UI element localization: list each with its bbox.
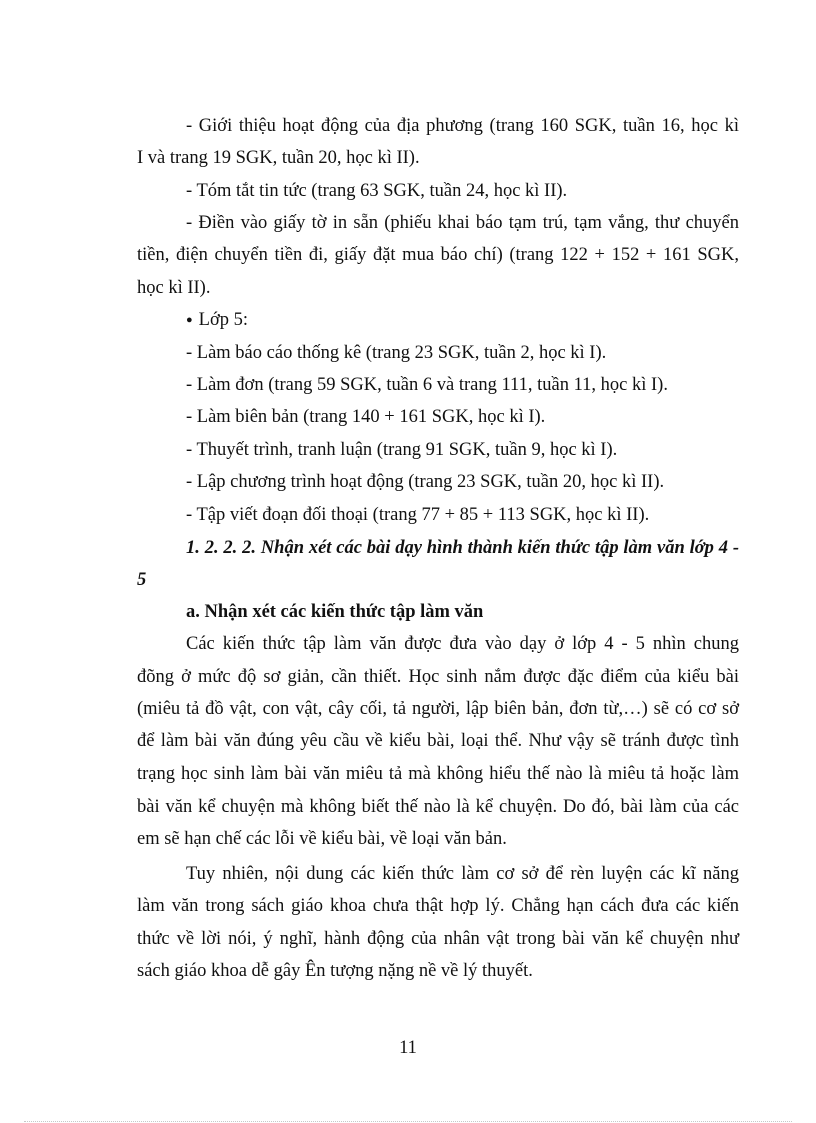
list-item: - Thuyết trình, tranh luận (trang 91 SGK, tuần 9, học kì I). — [186, 440, 618, 460]
paragraph-line: để làm bài văn đúng yêu cầu về kiểu bài, loại thể. Như vậy sẽ tránh được tình — [137, 731, 739, 751]
list-item-continuation: tiền, điện chuyển tiền đi, giấy đặt mua báo chí) (trang 122 + 152 + 161 SGK, — [137, 245, 739, 265]
list-item: - Làm biên bản (trang 140 + 161 SGK, học kì I). — [186, 407, 546, 427]
grade-heading — [186, 308, 248, 332]
list-item-continuation: I và trang 19 SGK, tuần 20, học kì II). — [137, 148, 420, 168]
paragraph-line: bài văn kể chuyện mà không biết thế nào là kể chuyện. Do đó, bài làm của các — [137, 797, 739, 817]
list-item: - Tóm tắt tin tức (trang 63 SGK, tuần 24, học kì II). — [186, 181, 568, 201]
grade-heading-text: Lớp 5: — [198, 310, 249, 330]
paragraph-line: em sẽ hạn chế các lỗi về kiểu bài, về loại văn bản. — [137, 829, 507, 849]
paragraph-line: sách giáo khoa dễ gây Ên tượng nặng nề về lý thuyết. — [137, 961, 533, 981]
list-item: - Tập viết đoạn đối thoại (trang 77 + 85 + 113 SGK, học kì II). — [186, 505, 650, 525]
paragraph-line: đõng ở mức độ sơ giản, cần thiết. Học sinh nắm được đặc điểm của kiểu bài — [137, 667, 739, 687]
page-bottom-divider — [24, 1121, 792, 1122]
list-item-continuation: học kì II). — [137, 278, 211, 298]
paragraph-line: làm văn trong sách giáo khoa chưa thật hợp lý. Chẳng hạn cách đưa các kiến — [137, 896, 739, 916]
list-item: - Điền vào giấy tờ in sẵn (phiếu khai báo tạm trú, tạm vắng, thư chuyển — [186, 213, 739, 233]
paragraph-line: Các kiến thức tập làm văn được đưa vào dạy ở lớp 4 - 5 nhìn chung — [186, 634, 739, 654]
section-heading: 1. 2. 2. 2. Nhận xét các bài dạy hình thành kiến thức tập làm văn lớp 4 - — [186, 538, 739, 558]
paragraph-line: (miêu tả đồ vật, con vật, cây cối, tả người, lập biên bản, đơn từ,…) sẽ có cơ sở — [137, 699, 739, 719]
list-item: - Lập chương trình hoạt động (trang 23 SGK, tuần 20, học kì II). — [186, 472, 665, 492]
bullet-icon: ● — [186, 314, 193, 326]
list-item: - Làm báo cáo thống kê (trang 23 SGK, tuần 2, học kì I). — [186, 343, 607, 363]
section-heading-continuation: 5 — [137, 570, 147, 590]
page-number: 11 — [399, 1038, 417, 1058]
paragraph-line: thức về lời nói, ý nghĩ, hành động của nhân vật trong bài văn kể chuyện như — [137, 929, 739, 949]
list-item: - Giới thiệu hoạt động của địa phương (trang 160 SGK, tuần 16, học kì — [186, 116, 739, 136]
list-item: - Làm đơn (trang 59 SGK, tuần 6 và trang 111, tuần 11, học kì I). — [186, 375, 668, 395]
paragraph-line: Tuy nhiên, nội dung các kiến thức làm cơ sở để rèn luyện các kĩ năng — [186, 864, 739, 884]
subsection-heading: a. Nhận xét các kiến thức tập làm văn — [186, 602, 484, 622]
paragraph-line: trạng học sinh làm bài văn miêu tả mà không hiểu thế nào là miêu tả hoặc làm — [137, 764, 739, 784]
